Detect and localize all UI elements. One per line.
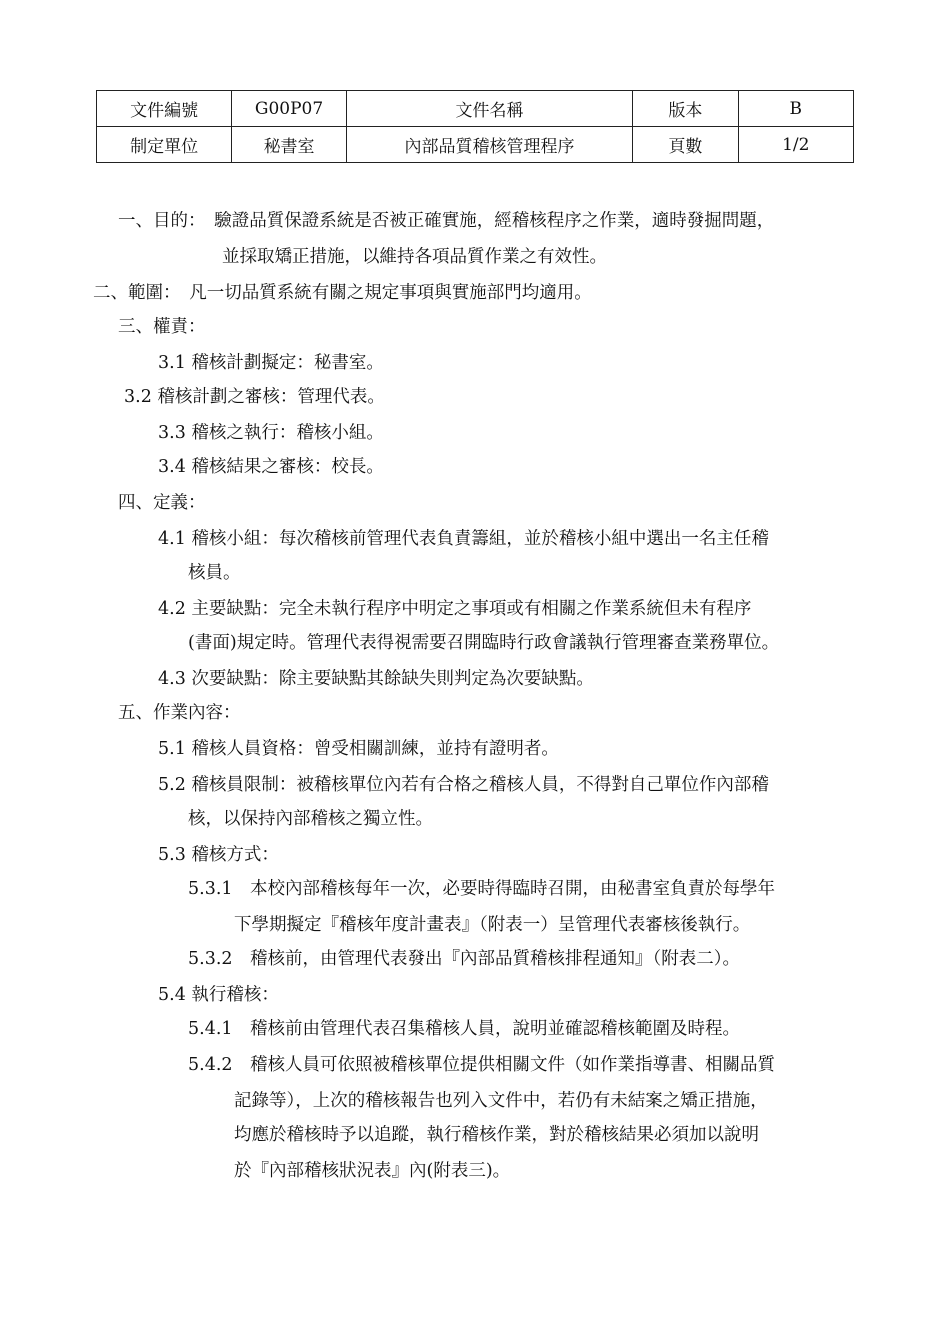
item-3-1: 3.1 稽核計劃擬定：秘書室。 (158, 353, 384, 373)
item-3-3: 3.3 稽核之執行：稽核小組。 (158, 423, 384, 443)
item-5-3-1: 5.3.1 本校內部稽核每年一次，必要時得臨時召開，由秘書室負責於每學年 (188, 879, 776, 899)
unit-value: 秘書室 (232, 127, 347, 163)
doc-number-label: 文件編號 (97, 91, 232, 127)
section-purpose: 一、目的： 驗證品質保證系統是否被正確實施，經稽核程序之作業，適時發掘問題， (118, 211, 775, 231)
section-purpose-cont: 並採取矯正措施，以維持各項品質作業之有效性。 (222, 247, 607, 267)
item-5-4-2: 5.4.2 稽核人員可依照被稽核單位提供相關文件（如作業指導書、相關品質 (188, 1055, 776, 1075)
item-5-1: 5.1 稽核人員資格：曾受相關訓練，並持有證明者。 (158, 739, 559, 759)
item-3-2: 3.2 稽核計劃之審核：管理代表。 (124, 387, 385, 407)
item-4-1: 4.1 稽核小組：每次稽核前管理代表負責籌組，並於稽核小組中選出一名主任稽 (158, 529, 769, 549)
item-5-2: 5.2 稽核員限制：被稽核單位內若有合格之稽核人員，不得對自己單位作內部稽 (158, 775, 769, 795)
doc-number-value: G00P07 (232, 91, 347, 127)
pages-value: 1/2 (738, 127, 853, 163)
version-value: B (738, 91, 853, 127)
item-5-2-cont: 核，以保持內部稽核之獨立性。 (188, 809, 433, 829)
item-3-4: 3.4 稽核結果之審核：校長。 (158, 457, 384, 477)
section-definition: 四、定義： (118, 493, 206, 513)
item-5-4: 5.4 執行稽核： (158, 985, 279, 1005)
section-scope: 二、範圍： 凡一切品質系統有關之規定事項與實施部門均適用。 (93, 283, 592, 303)
header-row (97, 91, 854, 127)
item-4-2: 4.2 主要缺點：完全未執行程序中明定之事項或有相關之作業系統但未有程序 (158, 599, 752, 619)
pages-label: 頁數 (633, 127, 738, 163)
item-4-3: 4.3 次要缺點：除主要缺點其餘缺失則判定為次要缺點。 (158, 669, 594, 689)
item-4-1-cont: 核員。 (188, 563, 241, 583)
unit-label: 制定單位 (97, 127, 232, 163)
item-5-4-2-cont: 記錄等），上次的稽核報告也列入文件中，若仍有未結案之矯正措施， (234, 1091, 768, 1111)
doc-name-label: 文件名稱 (346, 91, 632, 127)
item-5-3: 5.3 稽核方式： (158, 845, 279, 865)
header-row (97, 127, 854, 163)
version-label: 版本 (633, 91, 738, 127)
item-4-2-cont: (書面)規定時。管理代表得視需要召開臨時行政會議執行管理審查業務單位。 (188, 633, 780, 653)
item-5-3-2: 5.3.2 稽核前，由管理代表發出『內部品質稽核排程通知』（附表二）。 (188, 949, 741, 969)
section-operation: 五、作業內容： (118, 703, 241, 723)
document-header-table (96, 90, 854, 163)
item-5-4-1: 5.4.1 稽核前由管理代表召集稽核人員，說明並確認稽核範圍及時程。 (188, 1019, 741, 1039)
item-5-4-2-cont: 於『內部稽核狀況表』內(附表三)。 (234, 1161, 511, 1181)
doc-name-value: 內部品質稽核管理程序 (346, 127, 632, 163)
section-responsibility: 三、權責： (118, 317, 206, 337)
item-5-3-1-cont: 下學期擬定『稽核年度計畫表』（附表一）呈管理代表審核後執行。 (234, 915, 751, 935)
item-5-4-2-cont: 均應於稽核時予以追蹤，執行稽核作業，對於稽核結果必須加以說明 (234, 1125, 759, 1145)
